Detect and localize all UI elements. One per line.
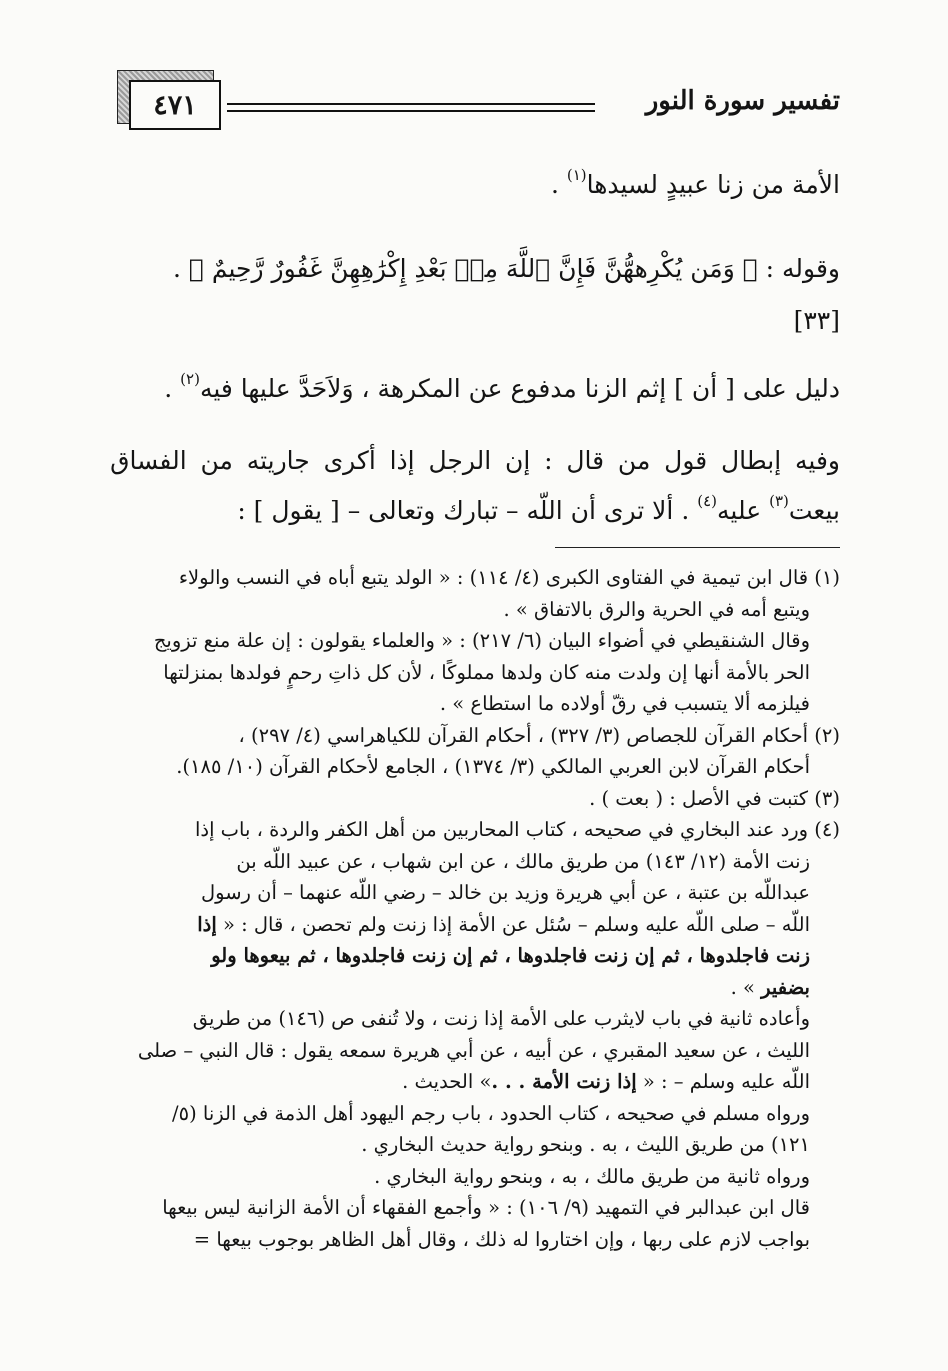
footnote-4-line: عبداللّه بن عتبة ، عن أبي هريرة وزيد بن خالد – رضي اللّه عنهما – أن رسول [200,881,810,904]
footnote-4-line: اللّه – صلى اللّه عليه وسلم – سُئل عن الأمة إذا زنت ولم تحصن ، قال : « إذا [197,912,810,936]
footnote-2-line: أحكام القرآن لابن العربي المالكي (٣/ ١٣٧٤) ، الجامع لأحكام القرآن (١٠/ ١٨٥). [176,755,810,778]
footnote-4-line: الليث ، عن سعيد المقبري ، عن أبيه ، عن أبي هريرة سمعه يقول : قال النبي – صلى [137,1038,810,1062]
footnote-ref: (٣) [769,491,789,510]
footnote-1-line: (١) قال ابن تيمية في الفتاوى الكبرى (٤/ ١١٤) : « الولد يتبع أباه في النسب والولاء [178,566,840,589]
footnote-1-line: الحر بالأمة أنها إن ولدت منه كان ولدها مملوكًا ، لأن كل ذاتِ رحمٍ فولدها بمنزلتها [163,660,810,684]
footnote-4-line: ١٢١) من طريق الليث ، به . وبنحو رواية حديث البخاري . [361,1133,810,1156]
header-rule [227,103,595,105]
footnote-1-line: ويتبع أمه في الحرية والرق بالاتفاق » . [503,597,810,621]
running-title: تفسير سورة النور [645,86,840,116]
footnote-3-line: (٣) كتبت في الأصل : ( بعت ) . [589,786,840,810]
body-line: دليل على [ أن ] إثم الزنا مدفوع عن المكرهة ، وَلاَحَدَّ عليها فيه$^{(٢)}$ . [164,369,840,403]
verse-number: [٣٣] [793,306,840,335]
footnote-4-line: زنت الأمة (١٢/ ١٤٣) من طريق مالك ، عن ابن شهاب ، عن عبيد اللّه بن [236,849,810,873]
footnote-4-line: ورواه مسلم في صحيحه ، كتاب الحدود ، باب رجم اليهود أهل الذمة في الزنا (٥/ [172,1101,810,1125]
footnote-separator [555,547,840,548]
footnote-ref: (١) [566,165,587,184]
body-line: الأمة من زنا عبيدٍ لسيدها$^{(١)}$ . [550,165,840,199]
footnote-4-line: بضفير » . [730,975,810,999]
quran-verse-line: وقوله : ﴿ وَمَن يُكْرِههُّنَّ فَإِنَّ ٱللَّهَ مِنۢ بَعْدِ إِكْرَٰهِهِنَّ غَفُورٌ رَّحِيمٌ ﴾ . [173,254,840,283]
footnotes [105,562,840,1255]
footnote-4-line: بواجب لازم على ربها ، وإن اختاروا له ذلك ، وقال أهل الظاهر بوجوب بيعها = [193,1227,810,1251]
footnote-1-line: فيلزمه ألا يتسبب في رقّ أولاده ما استطاع » . [439,692,810,715]
footnote-4-line: ورواه ثانية من طريق مالك ، به ، وبنحو رواية البخاري . [374,1164,810,1188]
body-line: بيعت$^{(٣)}$ عليه$^{(٤)}$ . ألا ترى أن اللّه – تبارك وتعالى – [ يقول ] : [237,491,840,525]
page-number: ٤٧١ [129,80,221,130]
footnote-2-line: (٢) أحكام القرآن للجصاص (٣/ ٣٢٧) ، أحكام القرآن للكياهراسي (٤/ ٢٩٧) ، [238,723,840,747]
footnote-4-line: زنت فاجلدوها ، ثم إن زنت فاجلدوها ، ثم إن زنت فاجلدوها ، ثم بيعوها ولو [211,944,810,967]
footnote-4-line: (٤) ورد عند البخاري في صحيحه ، كتاب المحاربين من أهل الكفر والردة ، باب إذا [194,818,840,841]
footnote-ref: (٤) [697,491,717,510]
footnote-1-line: وقال الشنقيطي في أضواء البيان (٦/ ٢١٧) : « والعلماء يقولون : إن علة منع تزويج [153,629,810,652]
header-rule [227,110,595,112]
footnote-4-line: اللّه عليه وسلم – : « إذا زنت الأمة . . .» الحديث . [402,1070,810,1093]
footnote-ref: (٢) [180,369,200,388]
footnote-4-line: قال ابن عبدالبر في التمهيد (٩/ ١٠٦) : « وأجمع الفقهاء أن الأمة الزانية ليس بيعها [162,1196,810,1219]
body-line-justified: وفيه إبطال قول من قال : إن الرجل إذا أكرى جاريته من الفساق [110,446,840,475]
footnote-4-line: وأعاده ثانية في باب لايثرب على الأمة إذا زنت ، ولا تُنفى ص (١٤٦) من طريق [192,1007,810,1030]
